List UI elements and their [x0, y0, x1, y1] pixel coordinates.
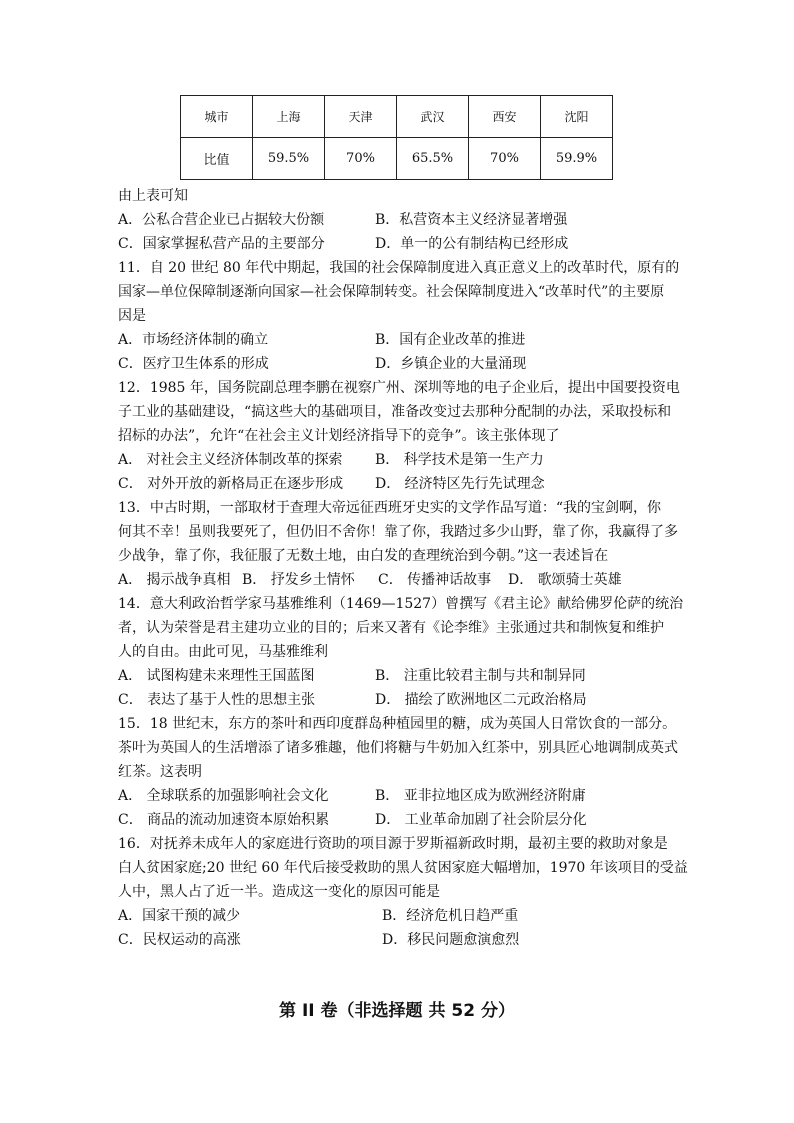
option-a: A．国家干预的减少: [118, 908, 241, 924]
option-a: A．市场经济体制的确立: [118, 332, 269, 348]
option-c: C．医疗卫生体系的形成: [118, 356, 269, 372]
option-b: B． 抒发乡土情怀: [242, 572, 355, 588]
option-d: D． 工业革命加剧了社会阶层分化: [375, 812, 587, 828]
question-16-options-ab: [118, 904, 688, 928]
table-cell: 70%: [325, 138, 397, 180]
question-12-text: 12．1985 年，国务院副总理李鹏在视察广州、深圳等地的电子企业后，提出中国要投资电: [118, 380, 680, 396]
table-cell: 59.9%: [541, 138, 613, 180]
option-b: B． 亚非拉地区成为欧洲经济附庸: [375, 788, 586, 804]
question-14-text: 者，认为荣誉是君主建功立业的目的；后来又著有《论李维》主张通过共和制恢复和维护: [118, 620, 664, 636]
question-12-options-cd: [118, 472, 688, 496]
option-b: B．经济危机日趋严重: [382, 908, 519, 924]
option-d: D． 经济特区先行先试理念: [375, 476, 545, 492]
question-13-text: 13．中古时期，一部取材于查理大帝远征西班牙史实的文学作品写道：“我的宝剑啊，你: [118, 500, 661, 516]
question-15-text: 15．18 世纪末，东方的茶叶和西印度群岛种植园里的糖，成为英国人日常饮食的一部分。: [118, 716, 677, 732]
question-15-text: 红茶。这表明: [118, 764, 202, 780]
question-15-options-ab: [118, 784, 688, 808]
option-b: B． 科学技术是第一生产力: [375, 452, 544, 468]
table-cell: 65.5%: [397, 138, 469, 180]
question-13-options: [118, 568, 688, 592]
table-cell: 西安: [469, 96, 541, 138]
question-list: [118, 184, 688, 952]
question-11-text: 因是: [118, 308, 146, 324]
question-15-options-cd: [118, 808, 688, 832]
option-c: C．民权运动的高涨: [118, 932, 241, 948]
question-13-text: 何其不幸！虽则我要死了，但仍旧不舍你！靠了你，我踏过多少山野，靠了你，我赢得了多: [118, 524, 678, 540]
option-a: A． 全球联系的加强影响社会文化: [118, 788, 329, 804]
option-d: D．乡镇企业的大量涌现: [375, 356, 527, 372]
city-ratio-table: [180, 95, 613, 180]
question-16-text: 白人贫困家庭;20 世纪 60 年代后接受救助的黑人贫困家庭大幅增加，1970 年该项目的受益: [118, 860, 688, 876]
option-c: C． 商品的流动加速资本原始积累: [118, 812, 330, 828]
option-d: D．移民问题愈演愈烈: [382, 932, 520, 948]
question-16-options-cd: [118, 928, 688, 952]
option-b: B．国有企业改革的推进: [375, 332, 526, 348]
table-row: [181, 138, 613, 180]
question-12-text: 招标的办法”，允许“在社会主义计划经济指导下的竞争”。该主张体现了: [118, 428, 560, 444]
question-12-options-ab: [118, 448, 688, 472]
section-title: 第 II 卷（非选择题 共 52 分）: [279, 1001, 515, 1021]
question-11-options-ab: [118, 328, 688, 352]
table-cell: 城市: [181, 96, 253, 138]
question-14-options-cd: [118, 688, 688, 712]
option-c: C． 对外开放的新格局正在逐步形成: [118, 476, 344, 492]
question-14-options-ab: [118, 664, 688, 688]
question-13-text: 少战争，靠了你，我征服了无数土地，由白发的查理统治到今朝。”这一表述旨在: [118, 548, 609, 564]
question-11-options-cd: [118, 352, 688, 376]
option-c: C．国家掌握私营产品的主要部分: [118, 236, 325, 252]
question-10-options-cd: [118, 232, 688, 256]
option-a: A． 揭示战争真相: [118, 572, 231, 588]
question-15-text: 茶叶为英国人的生活增添了诸多雅趣，他们将糖与牛奶加入红茶中，别具匠心地调制成英式: [118, 740, 678, 756]
table-cell: 沈阳: [541, 96, 613, 138]
table-cell: 天津: [325, 96, 397, 138]
option-a: A．公私合营企业已占据较大份额: [118, 212, 325, 228]
question-16-text: 16．对抚养未成年人的家庭进行资助的项目源于罗斯福新政时期，最初主要的救助对象是: [118, 836, 668, 852]
table-cell: 比值: [181, 138, 253, 180]
table-cell: 上海: [253, 96, 325, 138]
question-14-text: 14．意大利政治哲学家马基雅维利（1469—1527）曾撰写《君主论》献给佛罗伦萨的统治: [118, 596, 684, 612]
question-14-text: 人的自由。由此可见，马基雅维利: [118, 644, 328, 660]
table-cell: 59.5%: [253, 138, 325, 180]
option-c: C． 表达了基于人性的思想主张: [118, 692, 316, 708]
question-16-text: 人中，黑人占了近一半。造成这一变化的原因可能是: [118, 884, 440, 900]
option-b: B． 注重比较君主制与共和制异同: [375, 668, 586, 684]
table-header-row: [181, 96, 613, 138]
question-11-text: 国家—单位保障制逐渐向国家—社会保障制转变。社会保障制度进入“改革时代”的主要原: [118, 284, 665, 300]
table-cell: 70%: [469, 138, 541, 180]
option-d: D．单一的公有制结构已经形成: [375, 236, 569, 252]
option-d: D． 描绘了欧洲地区二元政治格局: [375, 692, 587, 708]
option-a: A． 试图构建未来理性王国蓝图: [118, 668, 315, 684]
question-12-text: 子工业的基础建设，“搞这些大的基础项目，准备改变过去那种分配制的办法，采取投标和: [118, 404, 672, 420]
question-11-text: 11．自 20 世纪 80 年代中期起，我国的社会保障制度进入真正意义上的改革时代，原有的: [118, 260, 680, 276]
table-cell: 武汉: [397, 96, 469, 138]
question-10-options-ab: [118, 208, 688, 232]
option-b: B．私营资本主义经济显著增强: [375, 212, 568, 228]
option-d: D． 歌颂骑士英雄: [508, 572, 622, 588]
option-c: C． 传播神话故事: [378, 572, 492, 588]
question-10-conclusion: 由上表可知: [118, 188, 188, 204]
option-a: A． 对社会主义经济体制改革的探索: [118, 452, 343, 468]
